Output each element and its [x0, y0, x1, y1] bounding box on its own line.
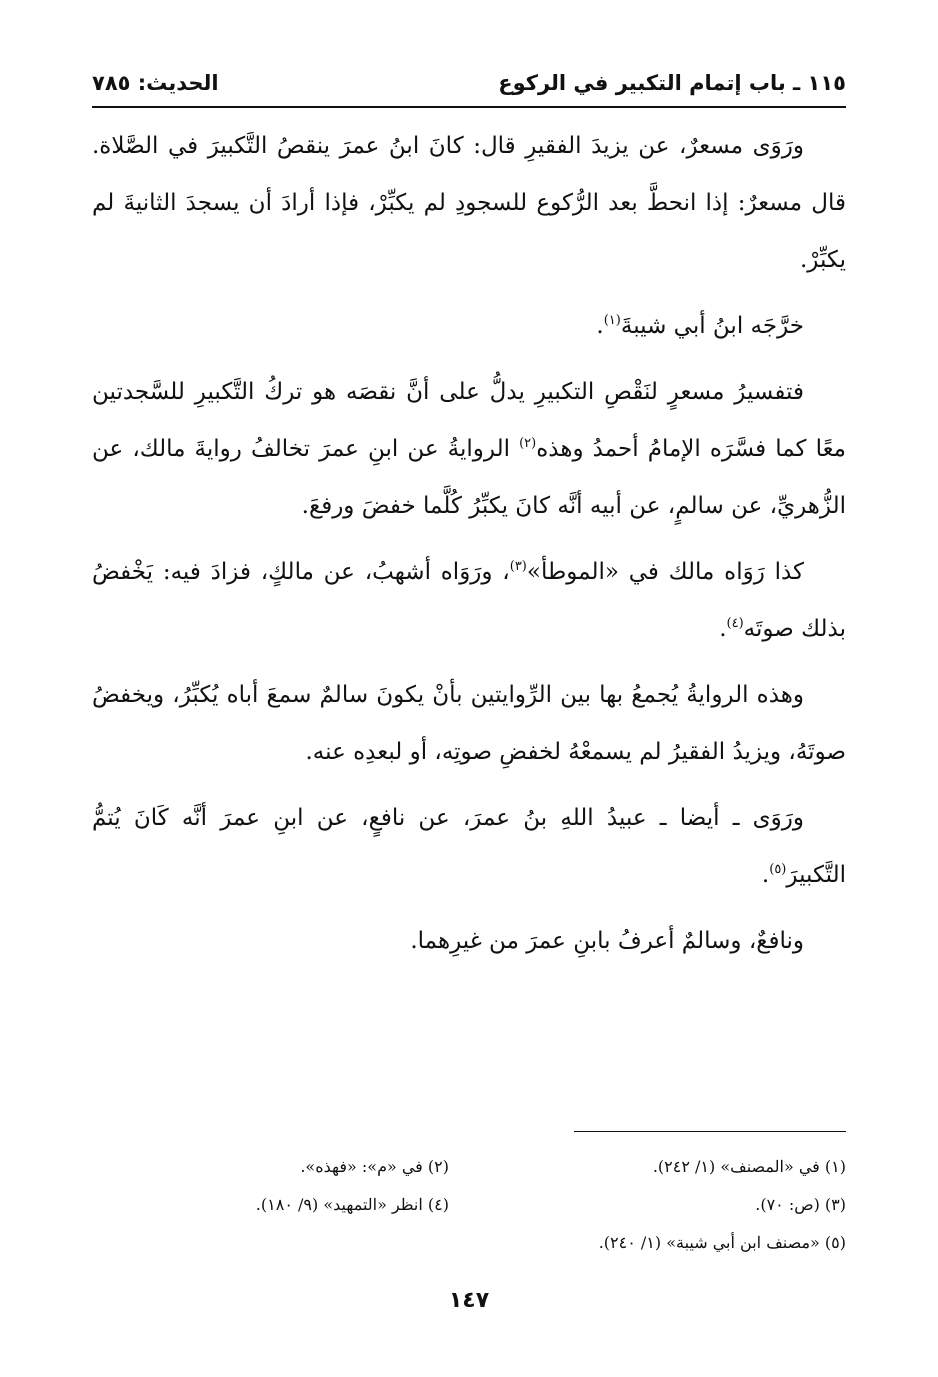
footnote-ref: (٤) — [726, 616, 744, 631]
paragraph: خرَّجَه ابنُ أبي شيبةَ$^{(١)}$. — [596, 313, 804, 339]
footnote-divider — [574, 1131, 846, 1132]
paragraph: كذا رَوَاه مالك في «الموطأ»$^{(٣)}$، ورَوَاه أشهبُ، عن مالكٍ، فزادَ فيه: يَخْفضُ بذلك صوتَه$^{(٤)}$. — [92, 559, 846, 642]
paragraph: ونافعٌ، وسالمٌ أعرفُ بابنِ عمرَ من غيرِهما. — [410, 928, 804, 954]
paragraph: ورَوَى ـ أيضا ـ عبيدُ اللهِ بنُ عمرَ، عن نافعٍ، عن ابنِ عمرَ أنَّه كَانَ يُتمُّ التَّكبيرَ$^{(٥)}$. — [92, 805, 846, 888]
footnote: (٥) «مصنف ابن أبي شيبة» (١/ ٢٤٠). — [598, 1233, 846, 1252]
footnote-ref: (٥) — [769, 862, 787, 877]
footnote-ref: (١) — [603, 313, 621, 328]
footnote: (٢) في «م»: «فهذه». — [300, 1157, 449, 1176]
footnote: (١) في «المصنف» (١/ ٢٤٢). — [652, 1157, 846, 1176]
footnote-ref: (٢) — [519, 436, 537, 451]
running-header — [92, 62, 846, 104]
page-number: ١٤٧ — [448, 1288, 490, 1313]
footnote: (٤) انظر «التمهيد» (٩/ ١٨٠). — [255, 1195, 449, 1214]
chapter-title: ١١٥ ـ باب إتمام التكبير في الركوع — [498, 71, 846, 95]
footnote: (٣) (ص: ٧٠). — [755, 1195, 846, 1214]
main-text — [92, 118, 846, 979]
paragraph: ورَوَى مسعرٌ، عن يزيدَ الفقيرِ قال: كانَ ابنُ عمرَ ينقصُ التَّكبيرَ في الصَّلاة. قال مسعرٌ: إذا انحطَّ بعد الرُّكوع للسجودِ لم يكبِّرْ، فإذا أرادَ أن يسجدَ الثانيةَ لم يكبِّرْ. — [92, 133, 846, 273]
footnotes — [92, 1148, 846, 1262]
paragraph: فتفسيرُ مسعرٍ لنَقْصِ التكبيرِ يدلُّ على أنَّ نقصَه هو تركُ التَّكبيرِ للسَّجدتين معًا كما فسَّرَه الإمامُ أحمدُ وهذه$^{(٢)}$ الروايةُ عن ابنِ عمرَ تخالفُ روايةَ مالك، عن الزُّهريِّ، عن سالمٍ، عن أبيه أنَّه كانَ يكبِّرُ كُلَّما خفضَ ورفعَ. — [92, 379, 846, 519]
footnote-ref: (٣) — [509, 559, 527, 574]
paragraph: وهذه الروايةُ يُجمعُ بها بين الرِّوايتين بأنْ يكونَ سالمٌ سمعَ أباه يُكبِّرُ، ويخفضُ صوتَهُ، ويزيدُ الفقيرُ لم يسمعْهُ لخفضِ صوتِه، أو لبعدِه عنه. — [92, 682, 846, 765]
header-divider — [92, 106, 846, 108]
hadith-number: الحديث: ٧٨٥ — [92, 71, 219, 95]
